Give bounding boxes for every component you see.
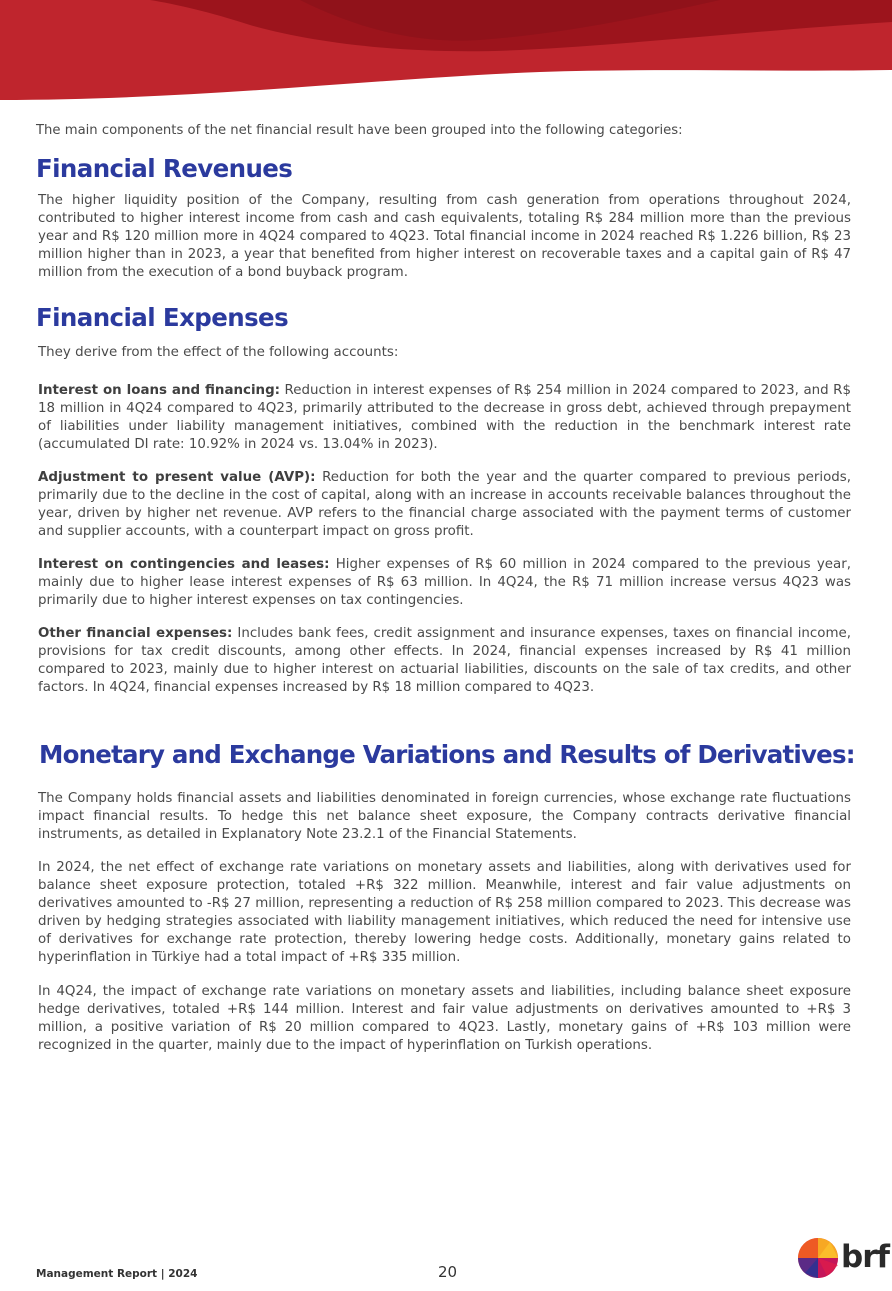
expense-item-text: Higher expenses of R$ 60 million in 2024 compared to the previous year, mainly due to higher lease interest expenses of R$ 63 million. In 4Q24, the R$ 71 million increase versus 4Q23 was primarily due to higher interest expenses on tax contingencies.	[38, 557, 851, 608]
monetary-exchange-heading: Monetary and Exchange Variations and Results of Derivatives:	[39, 740, 855, 769]
monetary-paragraph-2: In 2024, the net effect of exchange rate variations on monetary assets and liabilities, along with derivatives used for balance sheet exposure protection, totaled +R$ 322 million. Meanwhile, interest and fair value adjustments on derivatives amounted to -R$ 27 million, representing a reduction of R$ 258 million compared to 2023. This decrease was driven by hedging strategies associated with liability management initiatives, which reduced the need for intensive use of derivatives for exchange rate protection, thereby lowering hedge costs. Additionally, monetary gains related to hyperinflation in Türkiye had a total impact of +R$ 335 million.	[38, 860, 851, 965]
monetary-paragraph-3: In 4Q24, the impact of exchange rate variations on monetary assets and liabilities, including balance sheet exposure hedge derivatives, totaled +R$ 144 million. Interest and fair value adjustments on derivatives amounted to +R$ 3 million, a positive variation of R$ 20 million compared to 4Q23. Lastly, monetary gains of +R$ 103 million were recognized in the quarter, mainly due to the impact of hyperinflation on Turkish operations.	[38, 984, 851, 1053]
expense-item-avp	[38, 469, 851, 541]
expense-item-label: Interest on contingencies and leases:	[38, 557, 330, 572]
expense-item-text: Reduction in interest expenses of R$ 254 million in 2024 compared to 2023, and R$ 18 million in 4Q24 compared to 4Q23, primarily attributed to the decrease in gross debt, achieved through prepayment of liabilities under liability management initiatives, combined with the reduction in the benchmark interest rate (accumulated DI rate: 10.92% in 2024 vs. 13.04% in 2023).	[38, 383, 852, 452]
expense-item-label: Adjustment to present value (AVP):	[38, 470, 316, 485]
expense-item-text: Includes bank fees, credit assignment and insurance expenses, taxes on financial income, provisions for tax credit discounts, among other effects. In 2024, financial expenses increased by R$ 41 million compared to 2023, mainly due to higher interest on actuarial liabilities, discounts on the sale of tax credits, and other factors. In 4Q24, financial expenses increased by R$ 18 million compared to 4Q23.	[38, 626, 851, 695]
page-number: 20	[438, 1263, 458, 1281]
financial-revenues-body: The higher liquidity position of the Company, resulting from cash generation from operations throughout 2024, contributed to higher interest income from cash and cash equivalents, totaling R$ 284 million more than the previous year and R$ 120 million more in 4Q24 compared to 4Q23. Total financial income in 2024 reached R$ 1.226 billion, R$ 23 million higher than in 2023, a year that benefited from higher interest on recoverable taxes and a capital gain of R$ 47 million from the execution of a bond buyback program.	[38, 193, 851, 280]
brf-logo-text: brf	[841, 1239, 889, 1275]
header-banner	[0, 0, 892, 110]
expense-item-text: Reduction for both the year and the quarter compared to previous periods, primarily due to the decline in the cost of capital, along with an increase in accounts receivable balances throughout the year, driven by higher net revenue. AVP refers to the financial charge associated with the payment terms of customer and supplier accounts, with a counterpart impact on gross profit.	[38, 470, 851, 539]
intro-text: The main components of the net financial result have been grouped into the following categories:	[36, 123, 683, 138]
brf-logo-icon	[797, 1237, 839, 1279]
financial-expenses-heading: Financial Expenses	[36, 303, 289, 332]
expense-item-other	[38, 625, 851, 697]
expense-item-interest-loans	[38, 382, 851, 454]
expense-item-label: Other financial expenses:	[38, 626, 233, 641]
expense-item-label: Interest on loans and financing:	[38, 383, 281, 398]
monetary-paragraph-1: The Company holds financial assets and liabilities denominated in foreign currencies, whose exchange rate fluctuations impact financial results. To hedge this net balance sheet exposure, the Company contracts derivative financial instruments, as detailed in Explanatory Note 23.2.1 of the Financial Statements.	[38, 791, 851, 842]
financial-expenses-lead: They derive from the effect of the following accounts:	[38, 345, 399, 360]
financial-revenues-heading: Financial Revenues	[36, 154, 293, 183]
expense-item-contingencies-leases	[38, 556, 851, 610]
brf-logo	[797, 1237, 887, 1279]
footer-report-label: Management Report | 2024	[36, 1268, 198, 1280]
